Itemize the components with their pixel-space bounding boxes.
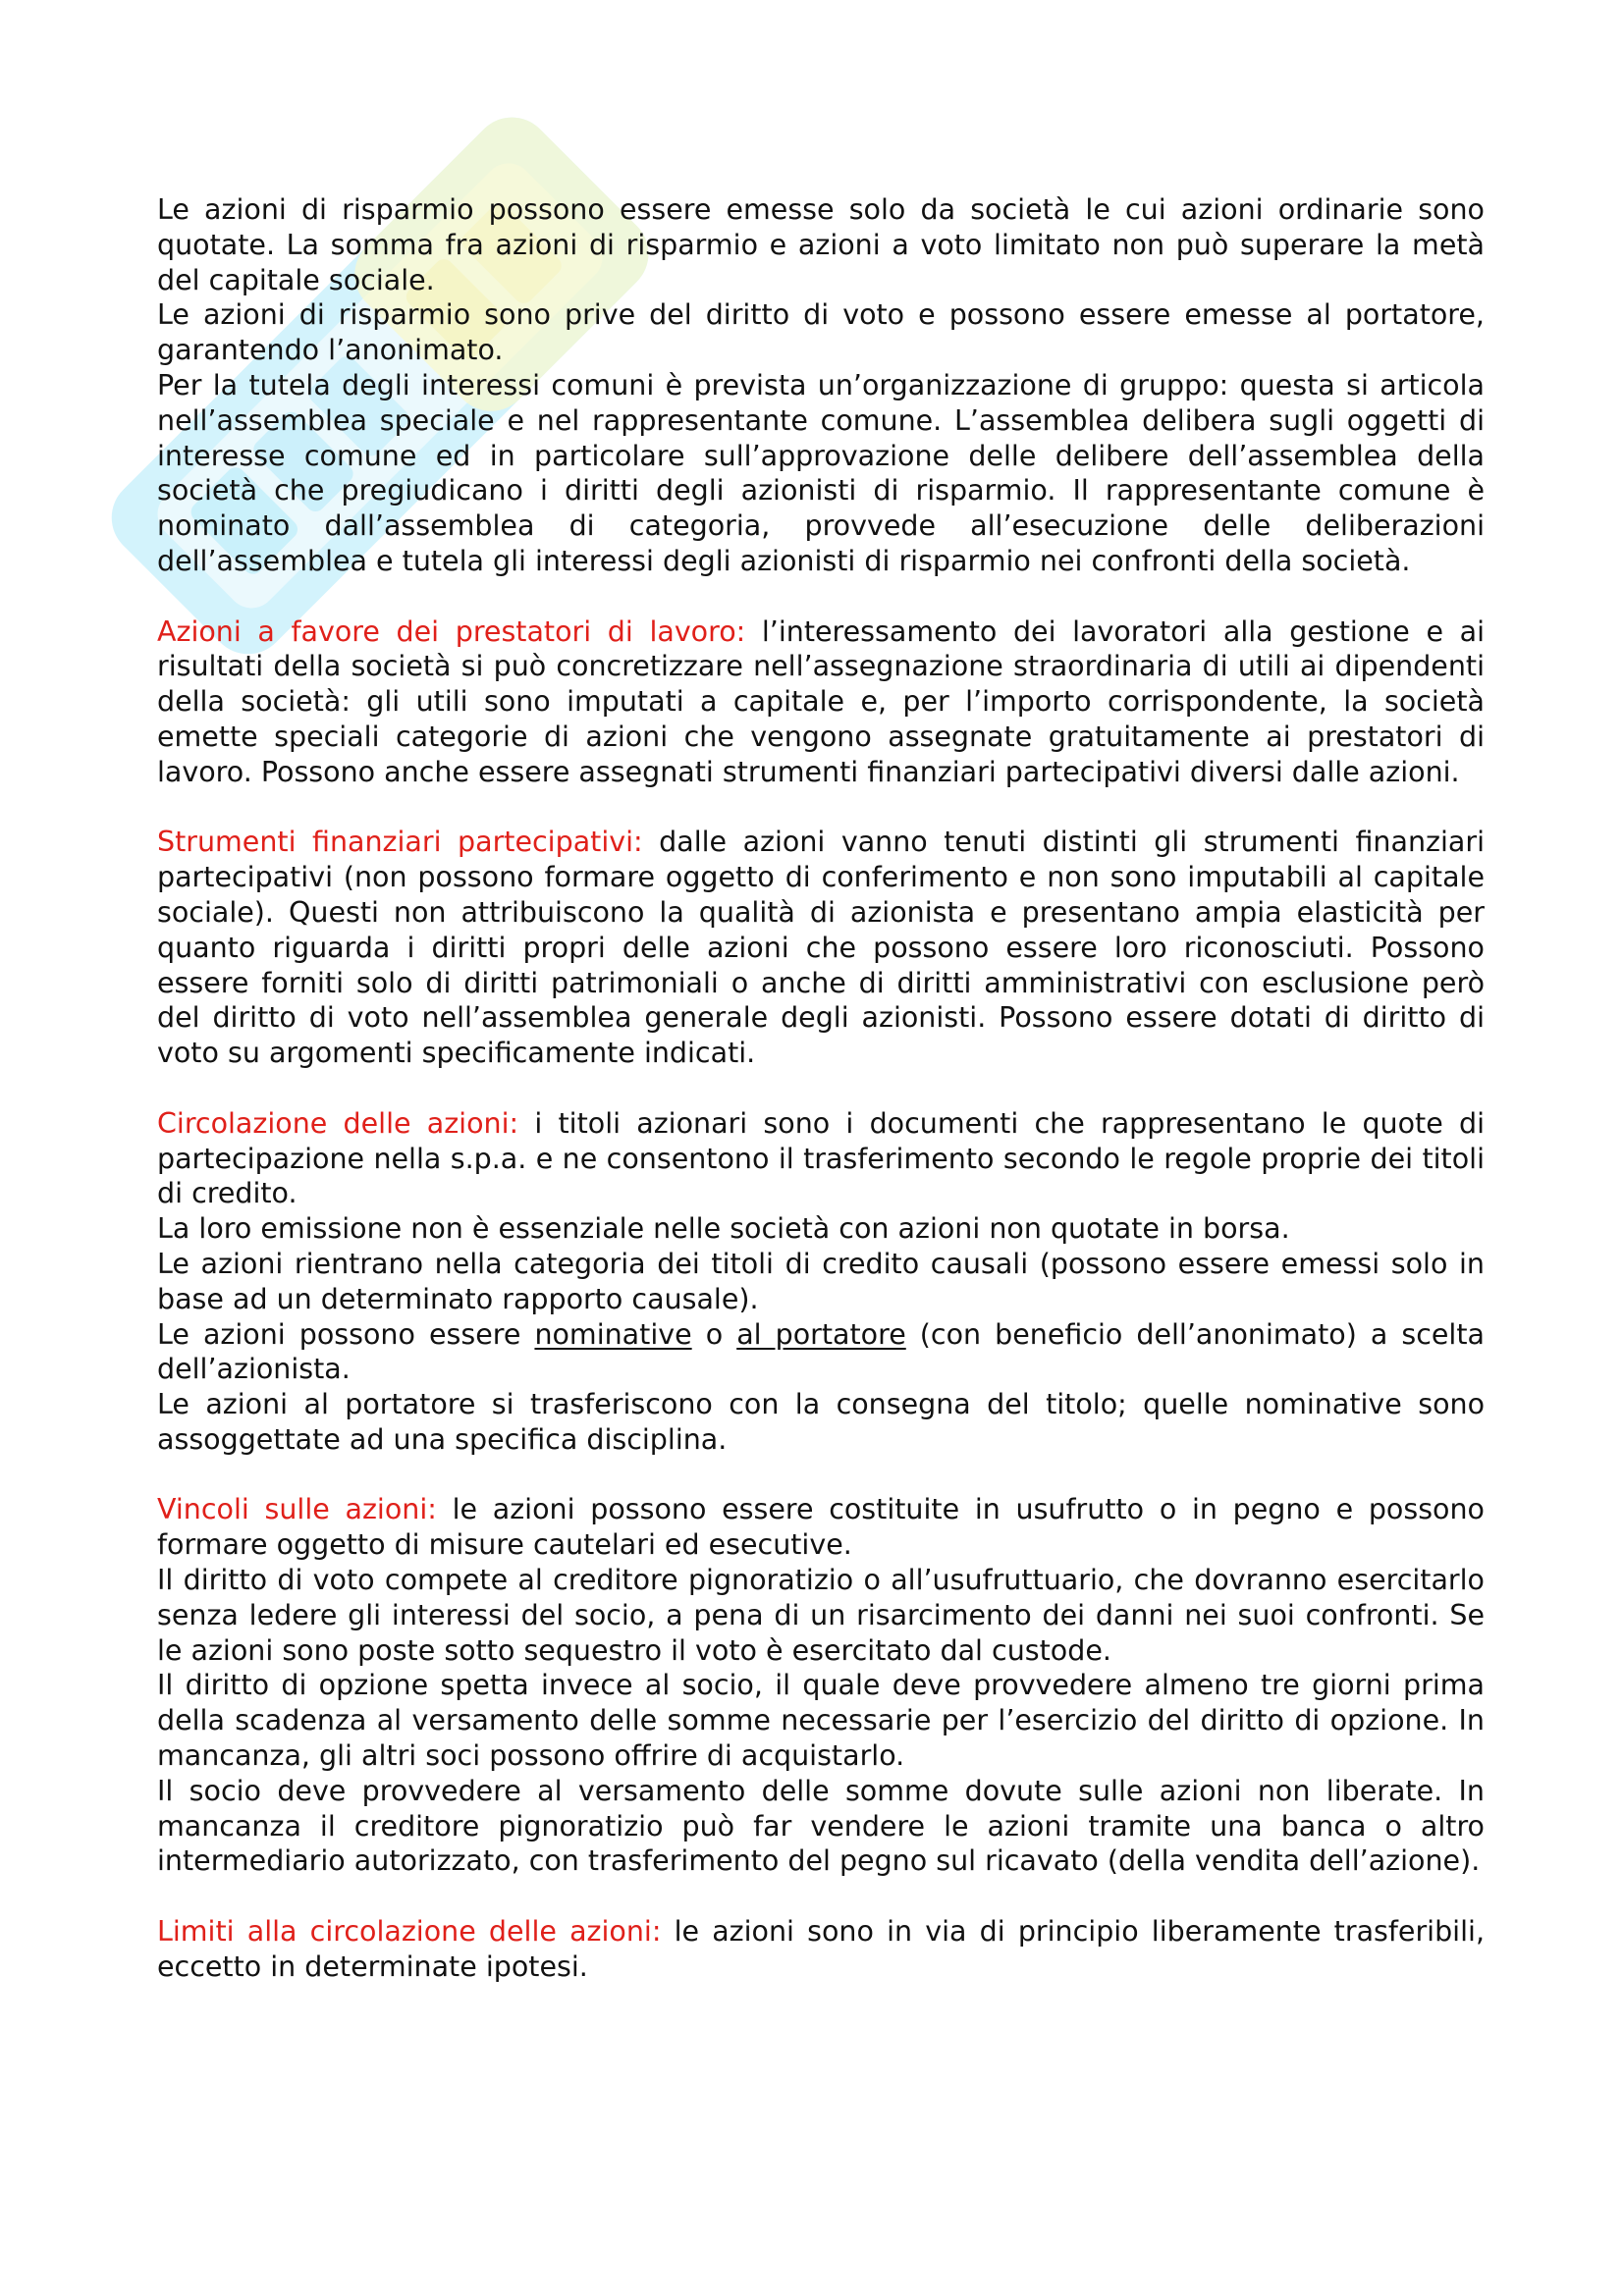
paragraph-gap xyxy=(157,579,1485,614)
section-limiti xyxy=(157,1914,1485,1985)
section-circolazione xyxy=(157,1106,1485,1211)
vincoli-paragraph-3: Il diritto di opzione spetta invece al socio, il quale deve provvedere almeno tre giorni prima della scadenza al versamento delle somme necessarie per l’esercizio del diritto di opzione. In mancanza, gli altri soci possono offrire di acquistarlo. xyxy=(157,1669,1485,1773)
circolazione-paragraph-5: Le azioni al portatore si trasferiscono con la consegna del titolo; quelle nominative sono assoggettate ad una specifica disciplina. xyxy=(157,1388,1485,1456)
circolazione-p4-start: Le azioni possono essere xyxy=(157,1317,535,1351)
underlined-al-portatore: al portatore xyxy=(736,1317,906,1351)
section-text-limiti: le azioni sono in via di principio liberamente trasferibili, eccetto in determinate ipotesi. xyxy=(157,1915,1485,1983)
paragraph-gap xyxy=(157,1458,1485,1493)
circolazione-p4-end: (con beneficio dell’anonimato) a scelta dell’azionista. xyxy=(157,1317,1485,1386)
intro-paragraph-3: Per la tutela degli interessi comuni è prevista un’organizzazione di gruppo: questa si articola nell’assemblea speciale e nel rappresentante comune. L’assemblea delibera sugli oggetti di interesse comune ed in particolare sull’approvazione delle delibere dell’assemblea della società che pregiudicano i diritti degli azionisti di risparmio. Il rappresentante comune è nominato dall’assemblea di categoria, provvede all’esecuzione delle deliberazioni dell’assemblea e tutela gli interessi degli azionisti di risparmio nei confronti della società. xyxy=(157,368,1485,577)
section-vincoli xyxy=(157,1492,1485,1563)
paragraph-gap xyxy=(157,790,1485,826)
circolazione-paragraph-3: Le azioni rientrano nella categoria dei titoli di credito causali (possono essere emessi solo in base ad un determinato rapporto causale). xyxy=(157,1247,1485,1315)
vincoli-paragraph-4: Il socio deve provvedere al versamento delle somme dovute sulle azioni non liberate. In mancanza il creditore pignoratizio può far vendere le azioni tramite una banca o altro intermediario autorizzato, con trasferimento del pegno sul ricavato (della vendita dell’azione). xyxy=(157,1774,1485,1878)
circolazione-paragraph-4 xyxy=(157,1317,1485,1388)
section-text-vincoli: le azioni possono essere costituite in usufrutto o in pegno e possono formare oggetto di misure cautelari ed esecutive. xyxy=(157,1493,1485,1562)
section-prestatori xyxy=(157,614,1485,790)
document-body xyxy=(157,192,1485,1985)
section-text-prestatori: l’interessamento dei lavoratori alla gestione e ai risultati della società si può concretizzare nell’assegnazione straordinaria di utili ai dipendenti della società: gli utili sono imputati a capitale e, per l’importo corrispondente, la società emette speciali categorie di azioni che vengono assegnate gratuitamente ai prestatori di lavoro. Possono anche essere assegnati strumenti finanziari partecipativi diversi dalle azioni. xyxy=(157,614,1486,788)
section-text-circolazione: i titoli azionari sono i documenti che rappresentano le quote di partecipazione nella s.p.a. e ne consentono il trasferimento secondo le regole proprie dei titoli di credito. xyxy=(157,1106,1485,1210)
circolazione-paragraph-2: La loro emissione non è essenziale nelle società con azioni non quotate in borsa. xyxy=(157,1212,1290,1246)
section-text-strumenti: dalle azioni vanno tenuti distinti gli strumenti finanziari partecipativi (non possono formare oggetto di conferimento e non sono imputabili al capitale sociale). Questi non attribuiscono la qualità di azionista e presentano ampia elasticità per quanto riguarda i diritti propri delle azioni che possono essere loro riconosciuti. Possono essere forniti solo di diritti patrimoniali o anche di diritti amministrativi con esclusione però del diritto di voto nell’assemblea generale degli azionisti. Possono essere dotati di diritto di voto su argomenti specificamente indicati. xyxy=(157,826,1485,1070)
intro-paragraph-2: Le azioni di risparmio sono prive del diritto di voto e possono essere emesse al portatore, garantendo l’anonimato. xyxy=(157,298,1485,367)
vincoli-paragraph-2: Il diritto di voto compete al creditore pignoratizio o all’usufruttuario, che dovranno esercitarlo senza ledere gli interessi del socio, a pena di un risarcimento dei danni nei suoi confronti. Se le azioni sono poste sotto sequestro il voto è esercitato dal custode. xyxy=(157,1564,1485,1667)
circolazione-p4-o: o xyxy=(691,1317,737,1351)
section-heading-limiti: Limiti alla circolazione delle azioni: xyxy=(157,1915,662,1949)
section-strumenti xyxy=(157,825,1485,1071)
intro-paragraph-1: Le azioni di risparmio possono essere emesse solo da società le cui azioni ordinarie sono quotate. La somma fra azioni di risparmio e azioni a voto limitato non può superare la metà del capitale sociale. xyxy=(157,193,1485,296)
section-heading-prestatori: Azioni a favore dei prestatori di lavoro: xyxy=(157,614,746,648)
paragraph-gap xyxy=(157,1879,1485,1914)
section-heading-circolazione: Circolazione delle azioni: xyxy=(157,1106,519,1140)
section-heading-vincoli: Vincoli sulle azioni: xyxy=(157,1493,437,1526)
paragraph-gap xyxy=(157,1071,1485,1106)
underlined-nominative: nominative xyxy=(534,1317,692,1351)
section-heading-strumenti: Strumenti finanziari partecipativi: xyxy=(157,826,643,859)
